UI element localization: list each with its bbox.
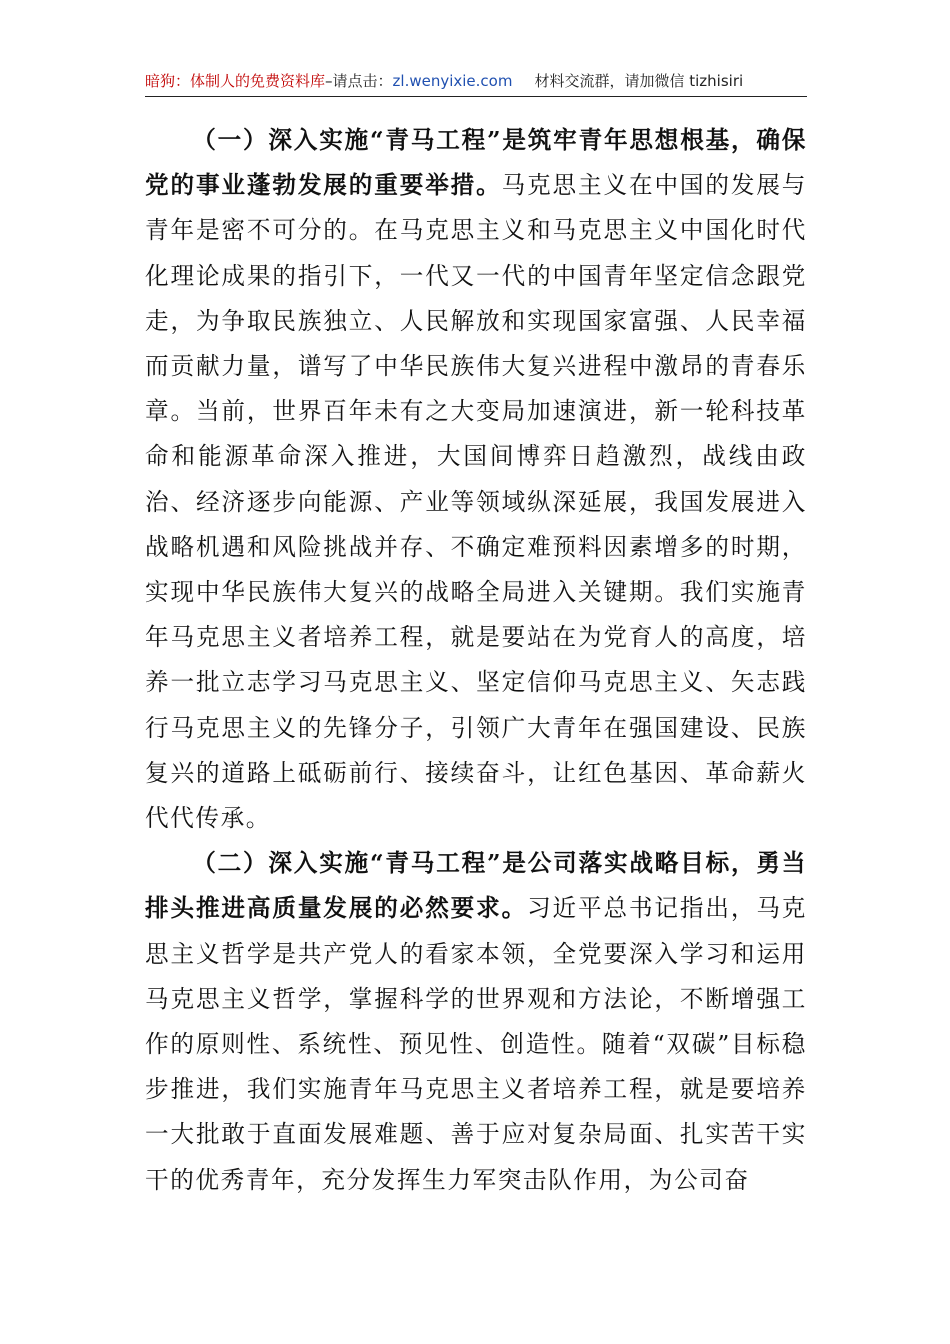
page-header bbox=[145, 68, 807, 97]
document-body bbox=[145, 118, 807, 1203]
paragraph-2 bbox=[145, 841, 807, 1203]
paragraph-1-lead: （一）深入实施“青马工程”是筑牢青年思想根基，确保党的事业蓬勃发展的重要举措。 bbox=[145, 126, 807, 200]
header-brand: 暗狗：体制人的免费资料库 bbox=[145, 72, 326, 90]
header-contact: 材料交流群，请加微信 tizhisiri bbox=[534, 72, 744, 90]
header-link[interactable]: zl.wenyixie.com bbox=[392, 72, 513, 90]
paragraph-1-body: 马克思主义在中国的发展与青年是密不可分的。在马克思主义和马克思主义中国化时代化理论成果的指引下，一代又一代的中国青年坚定信念跟党走，为争取民族独立、人民解放和实现国家富强、人民幸福而贡献力量，谱写了中华民族伟大复兴进程中激昂的青春乐章。当前，世界百年未有之大变局加速演进，新一轮科技革命和能源革命深入推进，大国间博弈日趋激烈，战线由政治、经济逐步向能源、产业等领域纵深延展，我国发展进入战略机遇和风险挑战并存、不确定难预料因素增多的时期，实现中华民族伟大复兴的战略全局进入关键期。我们实施青年马克思主义者培养工程，就是要站在为党育人的高度，培养一批立志学习马克思主义、坚定信仰马克思主义、矢志践行马克思主义的先锋分子，引领广大青年在强国建设、民族复兴的道路上砥砺前行、接续奋斗，让红色基因、革命薪火代代传承。 bbox=[145, 171, 807, 833]
header-separator: –请点击： bbox=[325, 72, 393, 90]
paragraph-1 bbox=[145, 118, 807, 841]
paragraph-2-lead: （二）深入实施“青马工程”是公司落实战略目标，勇当排头推进高质量发展的必然要求。 bbox=[145, 849, 807, 923]
paragraph-2-body: 习近平总书记指出，马克思主义哲学是共产党人的看家本领，全党要深入学习和运用马克思主义哲学，掌握科学的世界观和方法论，不断增强工作的原则性、系统性、预见性、创造性。随着“双碳”目标稳步推进，我们实施青年马克思主义者培养工程，就是要培养一大批敢于直面发展难题、善于应对复杂局面、扎实苦干实干的优秀青年，充分发挥生力军突击队作用，为公司奋 bbox=[145, 894, 807, 1194]
